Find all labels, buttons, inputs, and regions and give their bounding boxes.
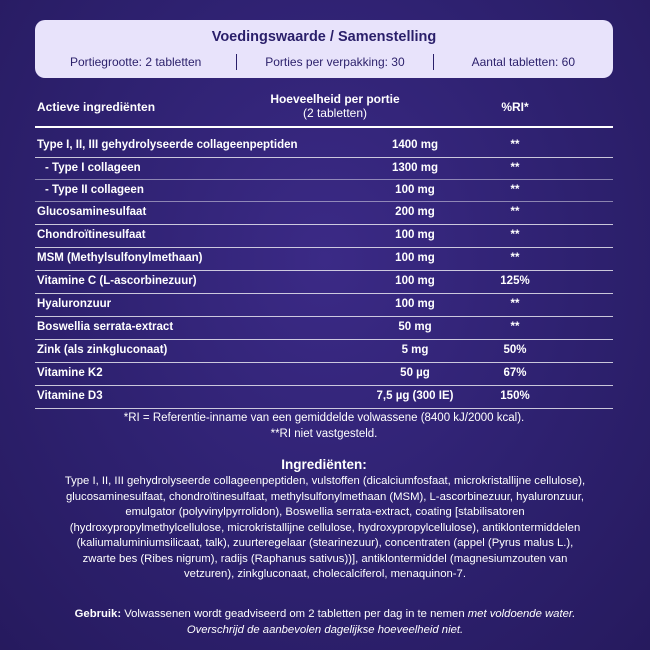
ingredients-text: Type I, II, III gehydrolyseerde collageenpeptiden, vulstoffen (dicalciumfosfaat, microkristallijne cellulose), glucosaminesulfaat, chondroïtinesulfaat, methylsulfonylmethaan (MSM), L-ascorbinezuur, hyaluronzuur, emulgator (polyvinylpyrrolidon), Boswellia serrata-extract, coating [stabilisatoren (hydroxypropylmethylcellulose, microkristallijne cellulose, hydroxypropylcellulose), antiklontermiddelen (kaliumaluminiumsilicaat, talk), zuurteregelaar (stearinezuur), concentraten (appel (Pyrus malus L.), zwarte bes (Ribes nigrum), radijs (Raphanus sativus))], antiklontermiddel (magnesiumzouten van vetzuren), zinkgluconaat, cholecalciferol, menaquinon-7. bbox=[64, 475, 586, 580]
row-amount: 50 µg bbox=[400, 367, 430, 379]
row-ri: ** bbox=[510, 298, 520, 310]
row-ri: ** bbox=[510, 139, 520, 151]
row-amount: 5 mg bbox=[401, 344, 429, 356]
table-header bbox=[35, 92, 613, 126]
usage-italic-warning: Overschrijd de aanbevolen dagelijkse hoeveelheid niet. bbox=[186, 623, 464, 636]
panel-title: Voedingswaarde / Samenstelling bbox=[211, 29, 437, 45]
row-ingredient: Vitamine D3 bbox=[37, 390, 103, 402]
row-amount: 100 mg bbox=[395, 229, 435, 241]
row-ri: 67% bbox=[503, 367, 527, 379]
row-ri: ** bbox=[510, 184, 520, 196]
column-header-ri: %RI* bbox=[501, 100, 529, 114]
table-row bbox=[35, 158, 613, 180]
table-row bbox=[35, 363, 613, 386]
row-ingredient: MSM (Methylsulfonylmethaan) bbox=[37, 252, 203, 264]
row-amount: 50 mg bbox=[398, 321, 432, 333]
row-ingredient: Vitamine C (L-ascorbinezuur) bbox=[37, 275, 197, 287]
serving-info-row bbox=[35, 53, 613, 71]
table-row bbox=[35, 202, 613, 225]
row-ingredient: - Type II collageen bbox=[45, 184, 144, 196]
row-amount: 1300 mg bbox=[391, 162, 439, 174]
column-header-amount-sub: (2 tabletten) bbox=[302, 106, 368, 120]
usage-italic-water: met voldoende water. bbox=[467, 608, 576, 620]
serving-info-box bbox=[35, 20, 613, 78]
table-row bbox=[35, 317, 613, 340]
row-ri: 125% bbox=[500, 275, 530, 287]
table-row bbox=[35, 294, 613, 317]
usage-text: Volwassenen wordt geadviseerd om 2 tabletten per dag in te nemen bbox=[121, 608, 468, 620]
row-ingredient: Vitamine K2 bbox=[37, 367, 103, 379]
header-divider bbox=[35, 126, 613, 128]
row-ri: 50% bbox=[503, 344, 527, 356]
ri-footnote: *RI = Referentie-inname van een gemiddelde volwassene (8400 kJ/2000 kcal). bbox=[123, 412, 525, 424]
table-row bbox=[35, 135, 613, 158]
row-amount: 100 mg bbox=[395, 252, 435, 264]
footnotes bbox=[35, 410, 613, 442]
usage-instructions bbox=[45, 607, 605, 638]
row-ingredient: Type I, II, III gehydrolyseerde collageenpeptiden bbox=[37, 139, 298, 151]
table-row bbox=[35, 180, 613, 202]
row-amount: 1400 mg bbox=[391, 139, 439, 151]
table-row bbox=[35, 248, 613, 271]
row-amount: 100 mg bbox=[395, 184, 435, 196]
row-ri: 150% bbox=[500, 390, 530, 402]
row-amount: 100 mg bbox=[395, 298, 435, 310]
table-row bbox=[35, 340, 613, 363]
row-ingredient: Chondroïtinesulfaat bbox=[37, 229, 146, 241]
table-row bbox=[35, 386, 613, 409]
column-header-amount bbox=[260, 92, 410, 120]
row-ingredient: Glucosaminesulfaat bbox=[37, 206, 147, 218]
no-ri-footnote: **RI niet vastgesteld. bbox=[270, 428, 378, 440]
portion-size: Portiegrootte: 2 tabletten bbox=[69, 55, 202, 69]
nutrition-table bbox=[35, 135, 613, 409]
portions-per-pack: Porties per verpakking: 30 bbox=[265, 55, 405, 69]
row-amount: 100 mg bbox=[395, 275, 435, 287]
column-header-ingredient: Actieve ingrediënten bbox=[37, 100, 156, 114]
row-ri: ** bbox=[510, 229, 520, 241]
ingredients-title: Ingrediënten: bbox=[281, 457, 367, 472]
row-ingredient: Boswellia serrata-extract bbox=[37, 321, 174, 333]
tablet-count: Aantal tabletten: 60 bbox=[471, 55, 576, 69]
row-ingredient: Hyaluronzuur bbox=[37, 298, 112, 310]
row-ingredient: Zink (als zinkgluconaat) bbox=[37, 344, 168, 356]
table-row bbox=[35, 271, 613, 294]
row-ri: ** bbox=[510, 206, 520, 218]
row-ri: ** bbox=[510, 162, 520, 174]
row-ri: ** bbox=[510, 321, 520, 333]
row-ingredient: - Type I collageen bbox=[45, 162, 141, 174]
row-amount: 7,5 µg (300 IE) bbox=[376, 390, 454, 402]
column-header-amount-label: Hoeveelheid per portie bbox=[270, 92, 400, 106]
row-amount: 200 mg bbox=[395, 206, 435, 218]
row-ri: ** bbox=[510, 252, 520, 264]
table-row bbox=[35, 225, 613, 248]
usage-label: Gebruik: bbox=[74, 608, 122, 620]
